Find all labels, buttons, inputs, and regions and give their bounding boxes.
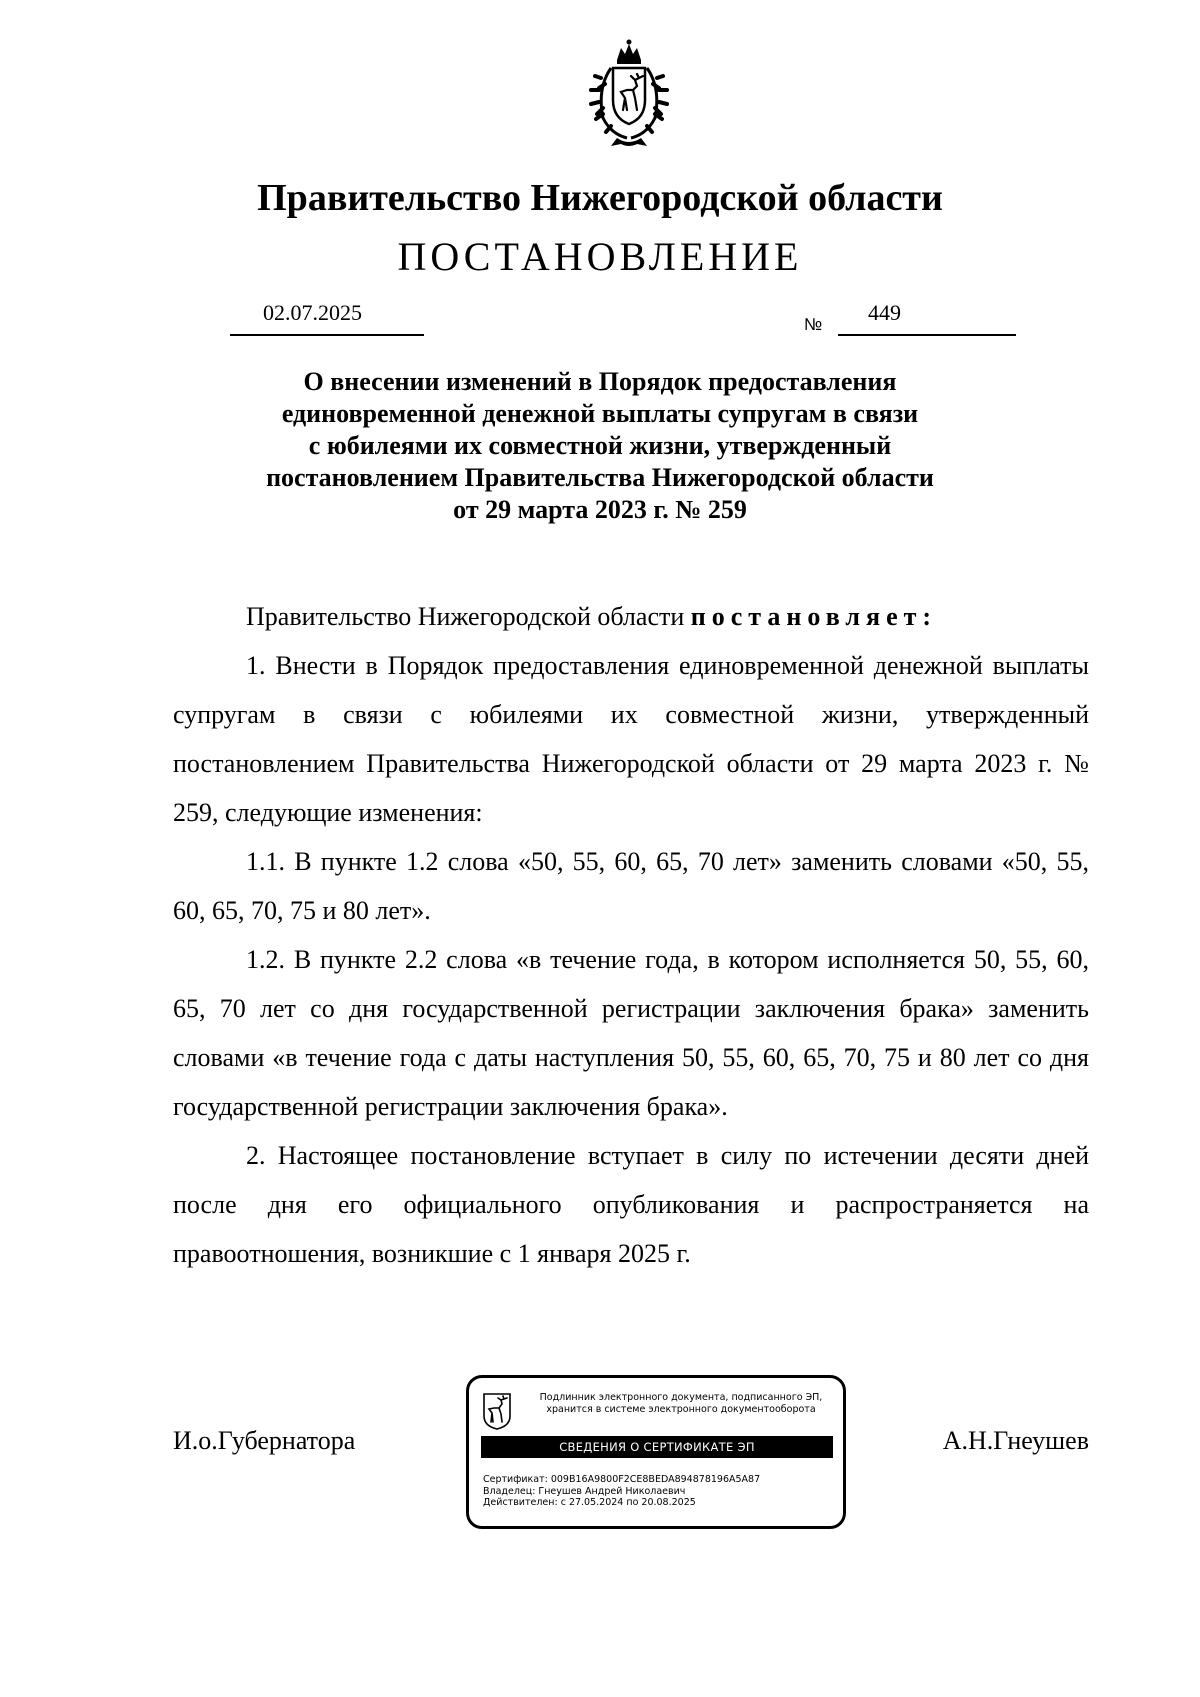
subject-line: с юбилеями их совместной жизни, утвержденный (308, 431, 892, 460)
document-body (173, 592, 1089, 1278)
electronic-signature-stamp (466, 1375, 846, 1529)
subject-line: единовременной денежной выплаты супругам в связи (281, 399, 919, 428)
signer-position: И.о.Губернатора (173, 1426, 356, 1455)
certificate-validity: Действителен: с 27.05.2024 по 20.08.2025 (483, 1497, 696, 1508)
paragraph-1-2: 1.2. В пункте 2.2 слова «в течение года, в котором исполняется 50, 55, 60, 65, 70 лет со дня государственной регистрации заключения брака» заменить словами «в течение года с даты наступления 50, 55, 60, 65, 70, 75 и 80 лет со дня государственной регистрации заключения брака». (173, 945, 1089, 1121)
certificate-number: Сертификат: 009B16A9800F2CE8BEDA894878196A5A87 (483, 1474, 761, 1485)
subject-line: О внесении изменений в Порядок предоставления (303, 367, 897, 396)
stamp-original-line: Подлинник электронного документа, подписанного ЭП, (539, 1392, 823, 1403)
document-number-field (838, 300, 1016, 336)
certificate-owner: Владелец: Гнеушев Андрей Николаевич (483, 1485, 686, 1497)
document-date: 02.07.2025 (263, 300, 362, 325)
paragraph-2: 2. Настоящее постановление вступает в силу по истечении десяти дней после дня его официального опубликования и распространяется на правоотношения, возникшие с 1 января 2025 г. (173, 1141, 1089, 1268)
preamble-text: Правительство Нижегородской области (246, 602, 685, 631)
stamp-original-line: хранится в системе электронного документооборота (546, 1404, 816, 1415)
number-sign: № (804, 315, 823, 334)
coat-of-arms-icon (581, 38, 677, 150)
paragraph-1: 1. Внести в Порядок предоставления единовременной денежной выплаты супругам в связи с юбилеями их совместной жизни, утвержденный постановлением Правительства Нижегородской области от 29 марта 2023 г. № 259, следующие изменения: (173, 651, 1089, 827)
document-subject (200, 366, 1000, 526)
document-number: 449 (868, 300, 901, 325)
government-title: Правительство Нижегородской области (257, 177, 943, 219)
subject-line: постановлением Правительства Нижегородской области (266, 463, 934, 492)
deer-emblem-icon (482, 1392, 512, 1430)
signer-name: А.Н.Гнеушев (942, 1426, 1089, 1455)
stamp-original-note (521, 1392, 841, 1416)
subject-line: от 29 марта 2023 г. № 259 (453, 495, 747, 524)
paragraph-1-1: 1.1. В пункте 1.2 слова «50, 55, 60, 65, 70 лет» заменить словами «50, 55, 60, 65, 70, 75 и 80 лет». (173, 847, 1089, 925)
preamble-verb: постановляет: (690, 602, 938, 631)
stamp-details (483, 1474, 833, 1509)
document-date-field (230, 300, 424, 336)
document-type: ПОСТАНОВЛЕНИЕ (397, 234, 803, 279)
stamp-title: СВЕДЕНИЯ О СЕРТИФИКАТЕ ЭП (481, 1436, 833, 1458)
preamble (173, 592, 1089, 641)
